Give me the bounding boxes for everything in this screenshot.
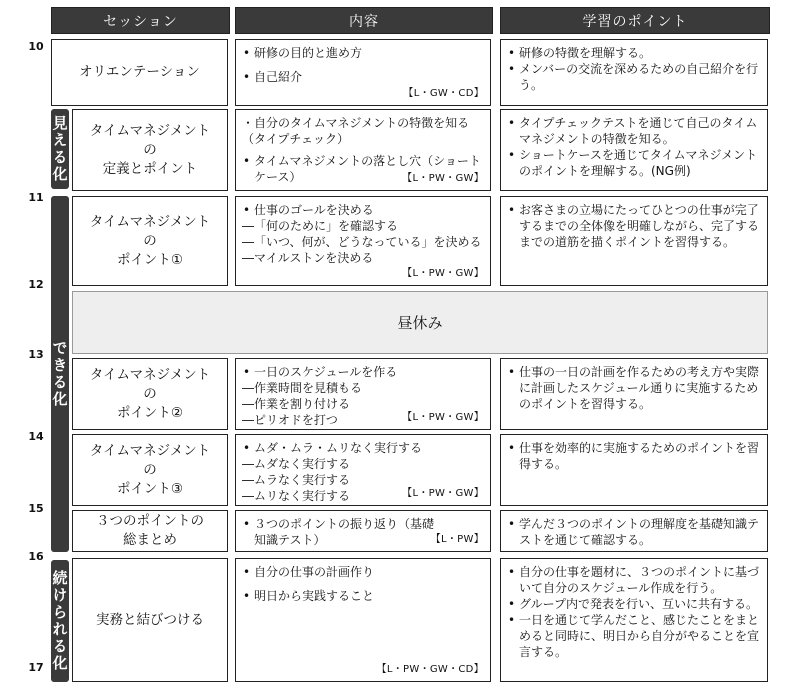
time-label: 12 bbox=[28, 278, 44, 291]
content-orientation bbox=[235, 39, 491, 106]
list-item: • ショートケースを通じてタイムマネジメントのポイントを理解する。(NG例) bbox=[507, 147, 761, 179]
method-tag: 【L・PW・GW】 bbox=[402, 173, 484, 184]
session-orientation: オリエンテーション bbox=[51, 39, 228, 106]
session-practice: 実務と結びつける bbox=[72, 558, 228, 682]
content-point-3 bbox=[235, 434, 491, 506]
method-tag: 【L・PW・GW・CD】 bbox=[376, 664, 484, 675]
list-item: • 学んだ３つのポイントの理解度を基礎知識テストを通じて確認する。 bbox=[507, 516, 761, 548]
list-item: ―作業時間を見積もる bbox=[242, 381, 363, 395]
list-item: • 仕事のゴールを決める bbox=[242, 202, 484, 218]
list-item: ―作業を割り付ける bbox=[242, 397, 351, 411]
list-item: • グループ内で発表を行い、互いに共有する。 bbox=[507, 596, 761, 612]
time-label: 17 bbox=[28, 661, 44, 674]
list-item: • 自分の仕事を題材に、３つのポイントに基づいて自分のスケジュール作成を行う。 bbox=[507, 564, 761, 596]
content-practice bbox=[235, 558, 491, 682]
list-item: • タイプチェックテストを通じて自己のタイムマネジメントの特徴を知る。 bbox=[507, 115, 761, 147]
list-item: ―ムリなく実行する bbox=[242, 489, 351, 503]
header-session: セッション bbox=[51, 7, 230, 34]
points-orientation bbox=[500, 39, 768, 106]
points-point-2 bbox=[500, 358, 768, 430]
content-point-2 bbox=[235, 358, 491, 430]
content-point-1 bbox=[235, 196, 491, 286]
session-summary: ３つのポイントの 総まとめ bbox=[72, 510, 228, 552]
method-tag: 【L・PW・GW】 bbox=[402, 268, 484, 279]
method-tag: 【L・PW・GW】 bbox=[402, 488, 484, 499]
session-point-3: タイムマネジメント の ポイント③ bbox=[72, 434, 228, 506]
phase-sustain: 続けられる化 bbox=[51, 560, 69, 682]
content-definition bbox=[235, 109, 491, 191]
lunch-break: 昼休み bbox=[72, 291, 768, 354]
phase-doable: できる化 bbox=[51, 196, 69, 552]
list-item: ・自分のタイムマネジメントの特徴を知る（タイプチェック） bbox=[242, 116, 470, 146]
time-label: 16 bbox=[28, 550, 44, 563]
time-label: 10 bbox=[28, 40, 44, 53]
session-point-2: タイムマネジメント の ポイント② bbox=[72, 358, 228, 430]
list-item: • メンバーの交流を深めるための自己紹介を行う。 bbox=[507, 61, 761, 93]
points-definition bbox=[500, 109, 768, 191]
list-item: ―「いつ、何が、どうなっている」を決める bbox=[242, 235, 482, 249]
list-item: • 仕事の一日の計画を作るための考え方や実際に計画したスケジュール通りに実施するためのポイントを習得する。 bbox=[507, 364, 761, 412]
session-point-1: タイムマネジメント の ポイント① bbox=[72, 196, 228, 286]
list-item: • タイムマネジメントの落とし穴（ショートケース） bbox=[242, 153, 484, 185]
method-tag: 【L・GW・CD】 bbox=[403, 88, 484, 99]
method-tag: 【L・PW・GW】 bbox=[402, 412, 484, 423]
time-label: 15 bbox=[28, 502, 44, 515]
content-summary bbox=[235, 510, 491, 552]
list-item: • 研修の目的と進め方 bbox=[242, 45, 484, 61]
list-item: • 一日のスケジュールを作る bbox=[242, 364, 484, 380]
list-item: • ムダ・ムラ・ムリなく実行する bbox=[242, 440, 484, 456]
list-item: ―「何のために」を確認する bbox=[242, 219, 399, 233]
time-label: 11 bbox=[28, 191, 44, 204]
list-item: • ３つのポイントの振り返り（基礎知識テスト） bbox=[242, 516, 484, 548]
list-item: • 研修の特徴を理解する。 bbox=[507, 45, 761, 61]
header-content: 内容 bbox=[235, 7, 493, 34]
list-item: ―マイルストンを決める bbox=[242, 251, 374, 265]
list-item: ―ムダなく実行する bbox=[242, 457, 351, 471]
points-point-1 bbox=[500, 196, 768, 286]
list-item: • 一日を通じて学んだこと、感じたことをまとめると同時に、明日から自分がやることを宣言する。 bbox=[507, 612, 761, 660]
method-tag: 【L・PW】 bbox=[430, 534, 484, 545]
list-item: ―ムラなく実行する bbox=[242, 473, 351, 487]
points-point-3 bbox=[500, 434, 768, 506]
session-definition: タイムマネジメント の 定義とポイント bbox=[72, 109, 228, 191]
header-points: 学習のポイント bbox=[500, 7, 770, 34]
list-item: ―ピリオドを打つ bbox=[242, 413, 338, 427]
time-label: 14 bbox=[28, 430, 44, 443]
list-item: • 明日から実践すること bbox=[242, 588, 484, 604]
list-item: • お客さまの立場にたってひとつの仕事が完了するまでの全体像を明確しながら、完了するまでの道筋を描くポイントを習得する。 bbox=[507, 202, 761, 250]
time-label: 13 bbox=[28, 348, 44, 361]
list-item: • 自分の仕事の計画作り bbox=[242, 564, 484, 580]
list-item: • 自己紹介 bbox=[242, 69, 484, 85]
list-item: • 仕事を効率的に実施するためのポイントを習得する。 bbox=[507, 440, 761, 472]
phase-visible: 見える化 bbox=[51, 109, 69, 189]
points-practice bbox=[500, 558, 768, 682]
points-summary bbox=[500, 510, 768, 552]
